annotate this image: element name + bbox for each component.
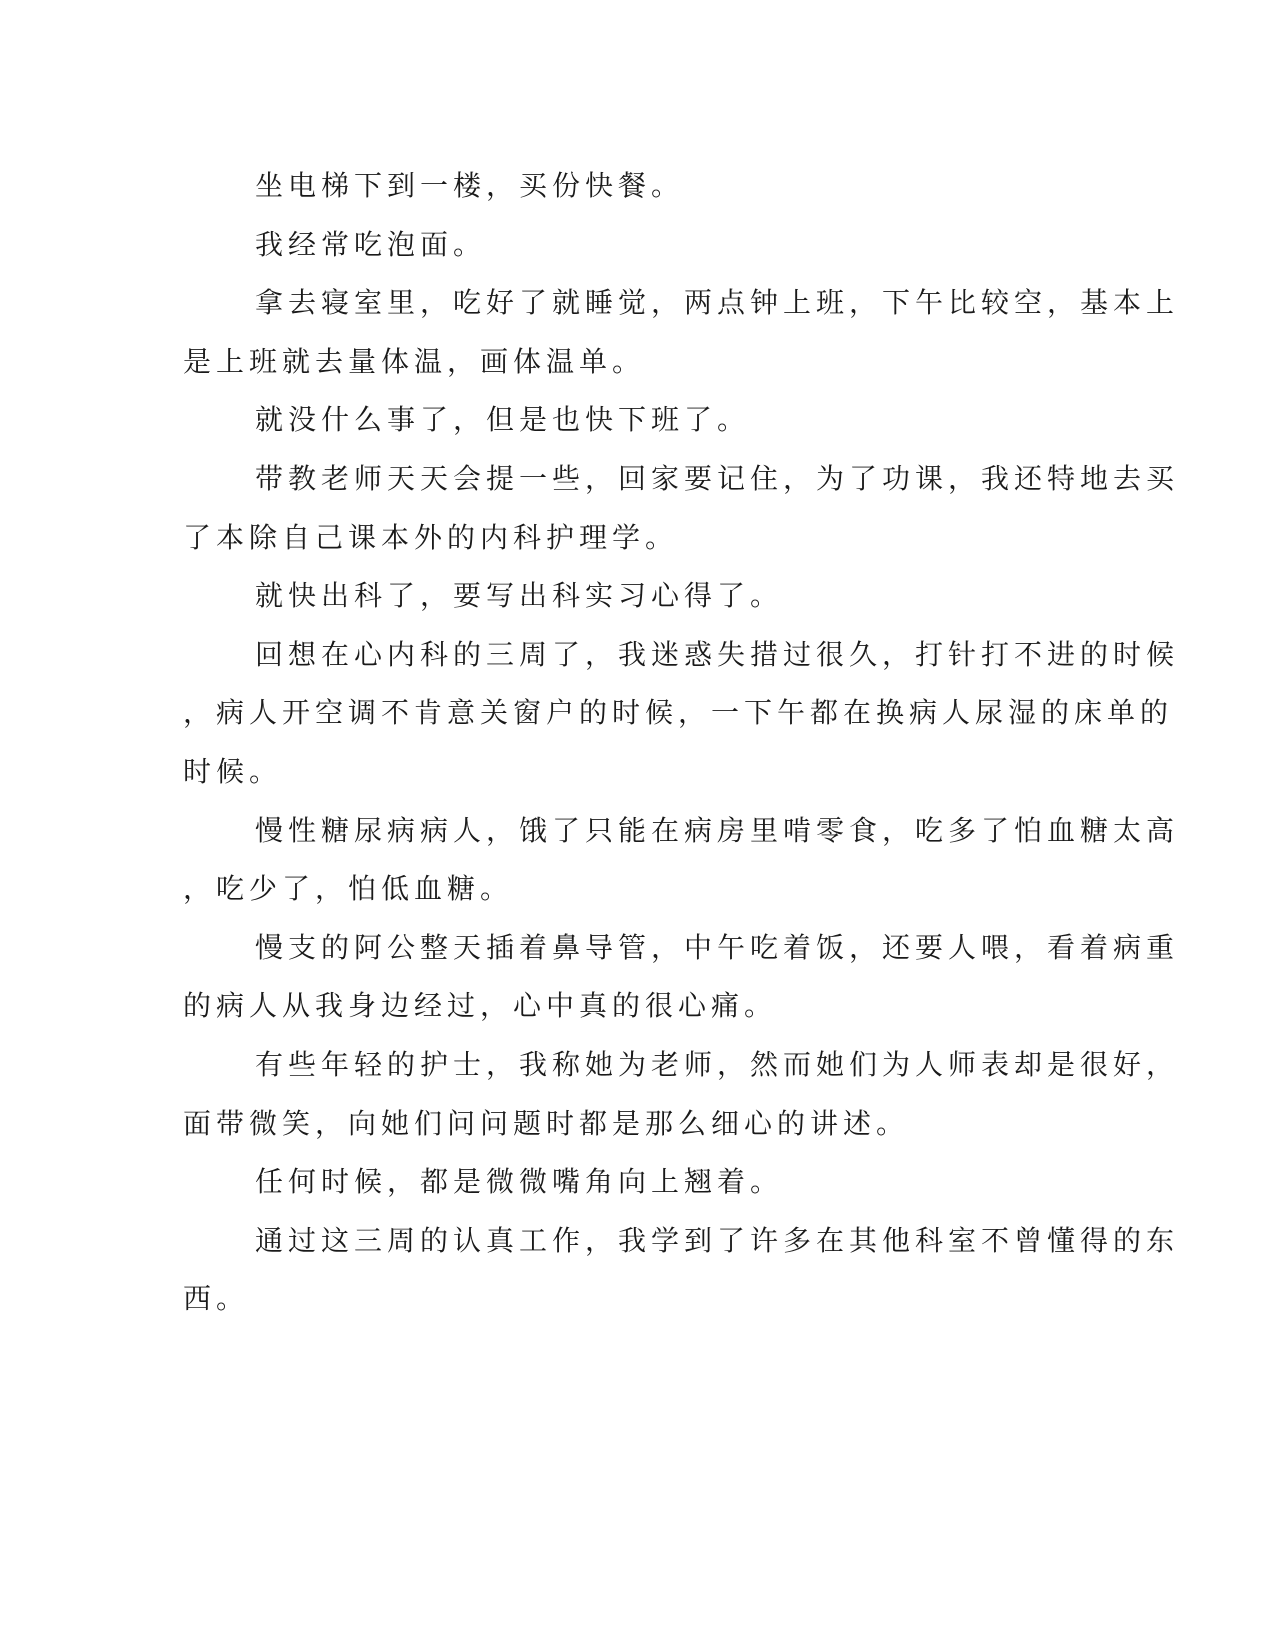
text-line: 是上班就去量体温，画体温单。 — [183, 344, 646, 378]
paragraph — [183, 802, 1180, 919]
paragraph — [183, 274, 1180, 391]
paragraph — [183, 1036, 1180, 1153]
paragraph — [183, 216, 1063, 275]
text-line: 慢支的阿公整天插着鼻导管，中午吃着饭，还要人喂，看着病重 — [255, 930, 1180, 964]
text-line: 拿去寝室里，吃好了就睡觉，两点钟上班，下午比较空，基本上 — [255, 286, 1180, 320]
text-line: 慢性糖尿病病人，饿了只能在病房里啃零食，吃多了怕血糖太高 — [255, 813, 1180, 847]
paragraph — [183, 157, 1063, 216]
paragraph — [183, 626, 1180, 802]
paragraph — [183, 567, 1063, 626]
text-line: 面带微笑，向她们问问题时都是那么细心的讲述。 — [183, 1106, 910, 1140]
paragraph — [183, 450, 1180, 567]
text-line: 带教老师天天会提一些，回家要记住，为了功课，我还特地去买 — [255, 461, 1180, 495]
body-text — [183, 157, 1180, 1329]
paragraph — [183, 391, 1063, 450]
text-line: 坐电梯下到一楼，买份快餐。 — [255, 169, 685, 202]
text-line: 就没什么事了，但是也快下班了。 — [255, 403, 751, 437]
paragraph — [183, 1212, 1180, 1329]
text-line: ，病人开空调不肯意关窗户的时候，一下午都在换病人尿湿的床单的 — [183, 696, 1174, 730]
text-line: 任何时候，都是微微嘴角向上翘着。 — [255, 1165, 784, 1199]
text-line: 回想在心内科的三周了，我迷惑失措过很久，打针打不进的时候 — [255, 637, 1180, 671]
text-line: 有些年轻的护士，我称她为老师，然而她们为人师表却是很好， — [255, 1047, 1180, 1081]
text-line: 我经常吃泡面。 — [255, 227, 487, 261]
paragraph — [183, 919, 1180, 1036]
text-line: 的病人从我身边经过，心中真的很心痛。 — [183, 989, 778, 1023]
text-line: ，吃少了，怕低血糖。 — [183, 872, 514, 906]
text-line: 就快出科了，要写出科实习心得了。 — [255, 579, 784, 613]
text-line: 了本除自己课本外的内科护理学。 — [183, 520, 679, 554]
text-line: 西。 — [183, 1282, 250, 1316]
paragraph — [183, 1153, 1063, 1212]
text-line: 通过这三周的认真工作，我学到了许多在其他科室不曾懂得的东 — [255, 1223, 1180, 1257]
text-line: 时候。 — [183, 754, 283, 788]
